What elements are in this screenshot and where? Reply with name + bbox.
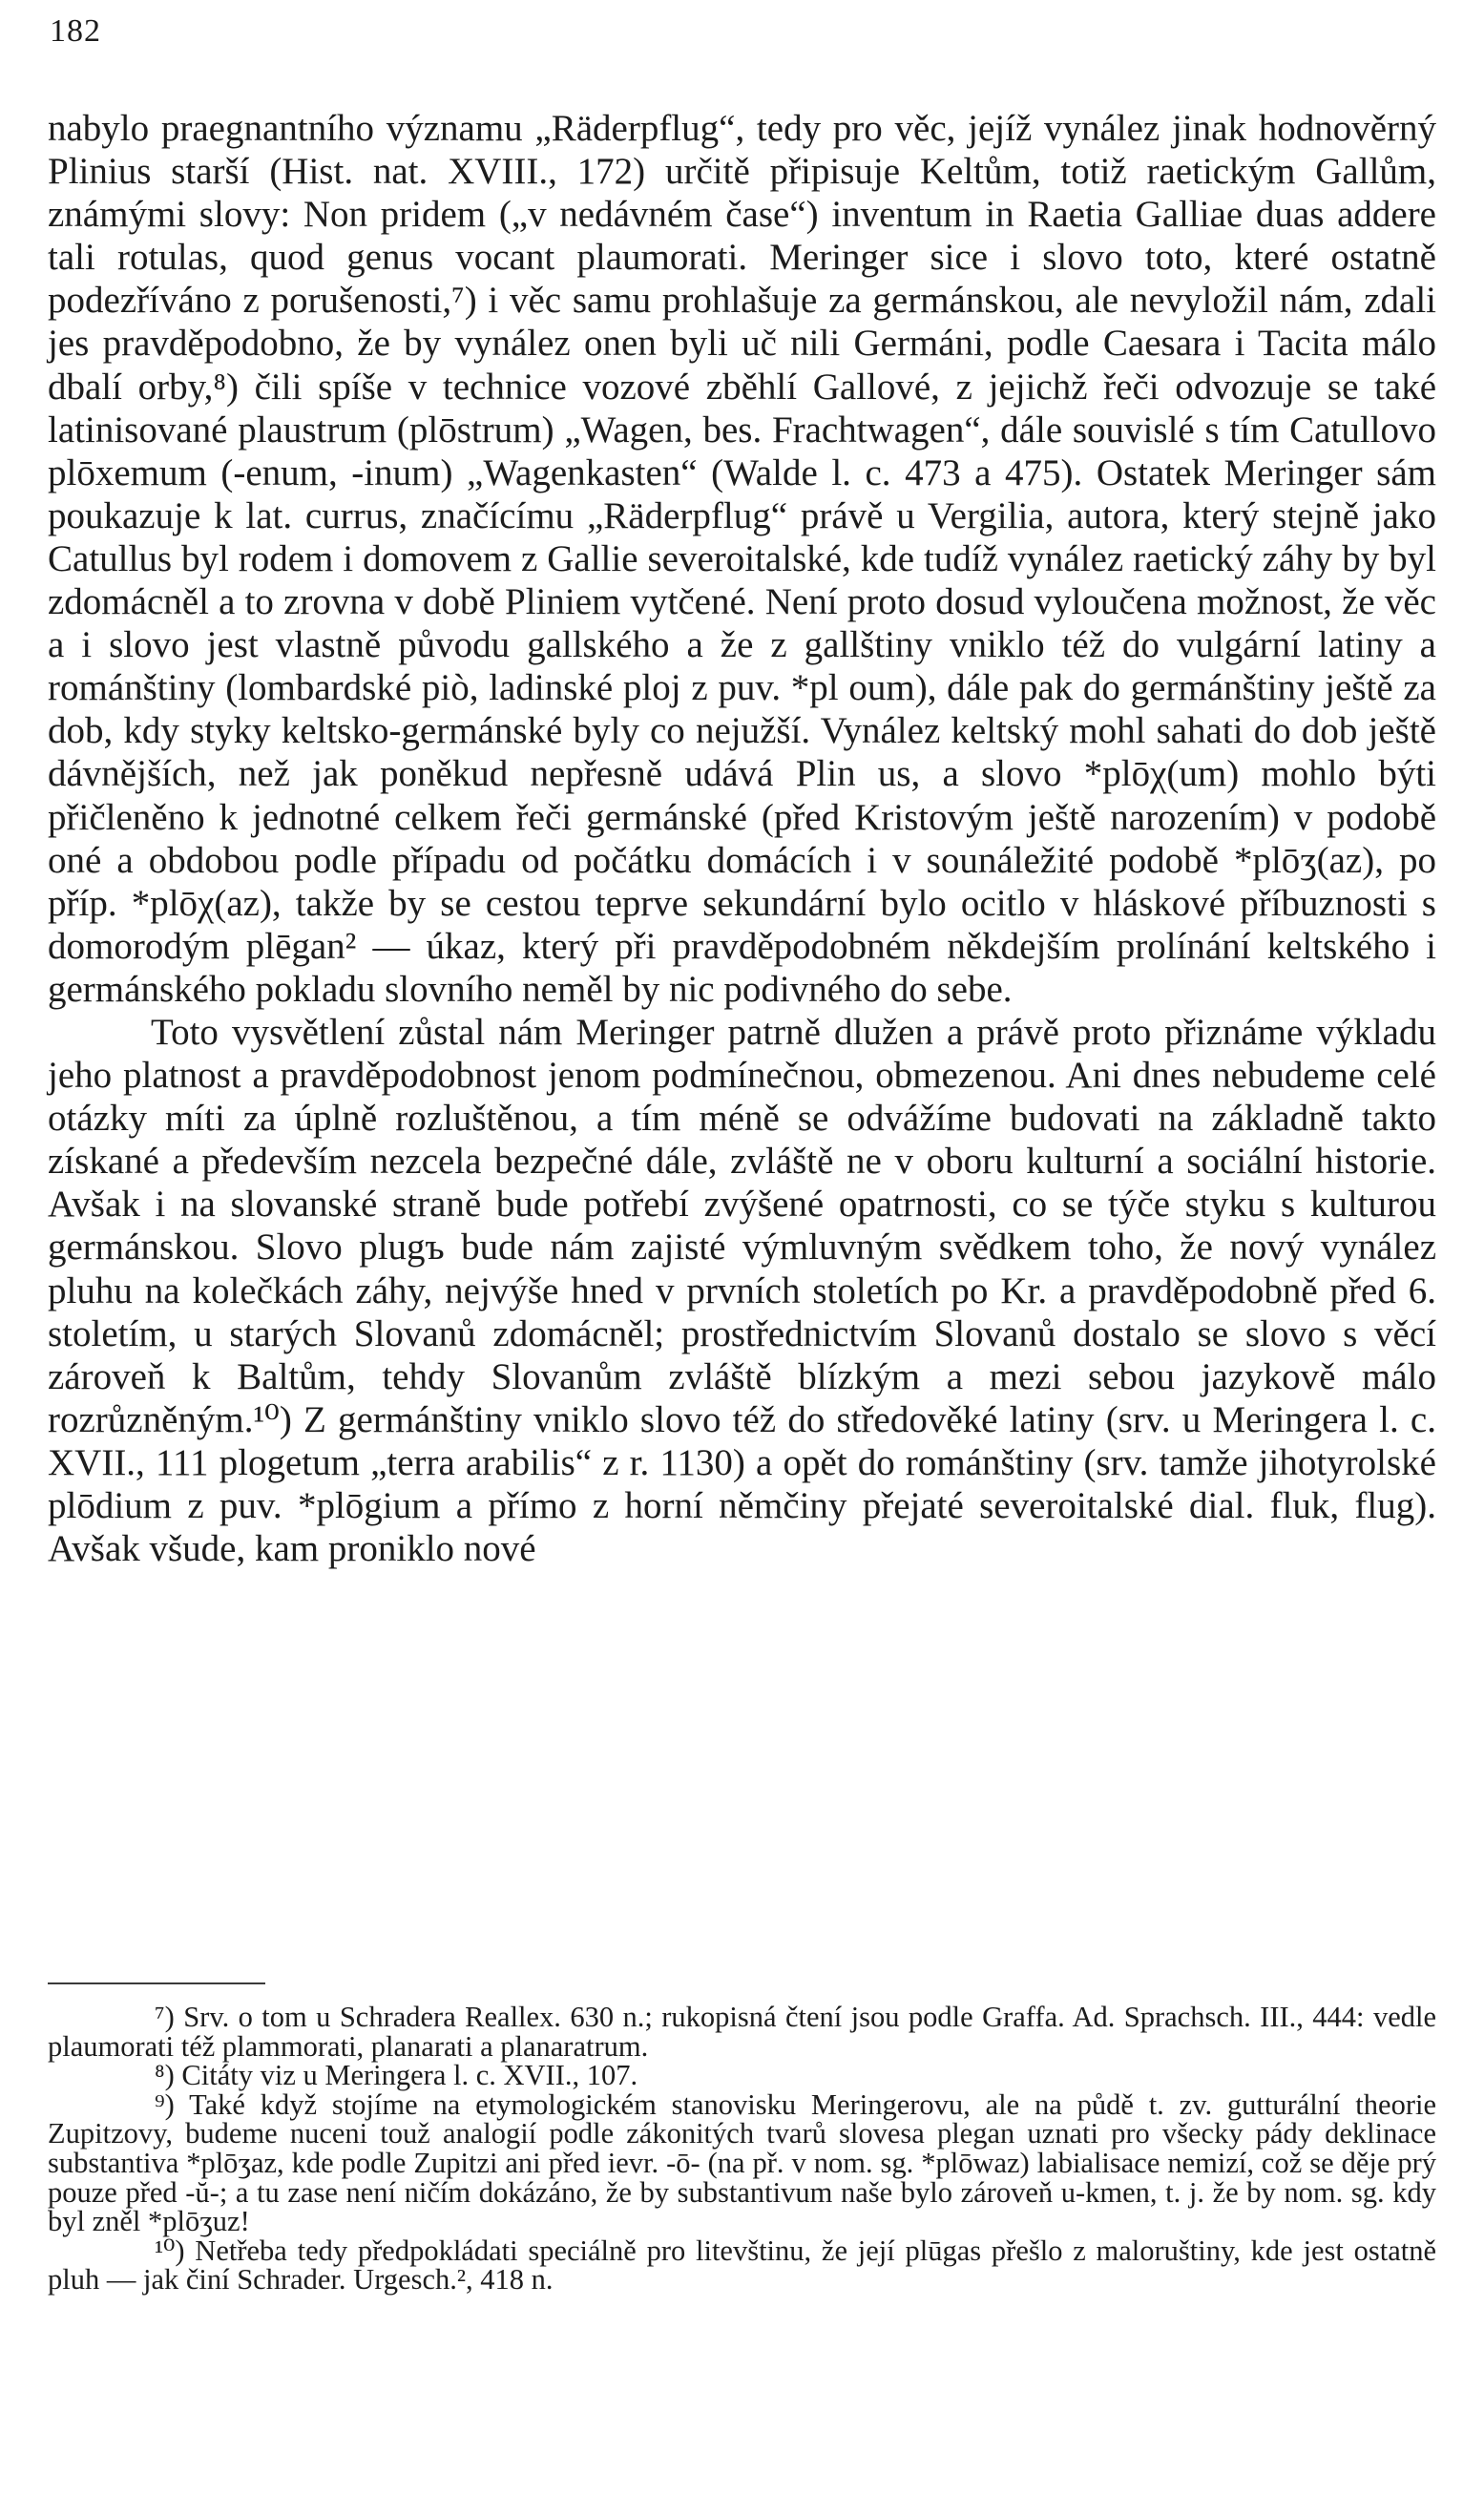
footnote-9: ⁹) Také když stojíme na etymologickém stanovisku Meringerovu, ale na půdě t. zv. gutturální theorie Zupitzovy, budeme nuceni touž analogií podle zákonitých tvarů slovesa plegan uznati pro všecky pády deklinace substantiva *plōʒaz, kde podle Zupitzi ani před ievr. -ō- (na př. v nom. sg. *plōwaz) labialisace nemizí, což se děje prý pouze před -ŭ-; a tu zase není ničím dokázáno, že by substantivum naše bylo zároveň u-kmen, t. j. že by nom. sg. kdy byl zněl *plōʒuz! <box>48 2087 1436 2238</box>
main-text <box>48 107 1436 1570</box>
paragraph: Toto vysvětlení zůstal nám Meringer patrně dlužen a právě proto přiznáme výkladu jeho platnost a pravděpodobnost jenom podmínečnou, obmezenou. Ani dnes nebudeme celé otázky míti za úplně rozluštěnou, a tím méně se odvážíme budovati na základně takto získané a především nezcela bezpečné dále, zvláště ne v oboru kulturní a sociální historie. Avšak i na slovanské straně bude potřebí zvýšené opatrnosti, co se týče styku s kulturou germánskou. Slovo plugъ bude nám zajisté výmluvným svědkem toho, že nový vynález pluhu na kolečkách záhy, nejvýše hned v prvních stoletích po Kr. a pravděpodobně před 6. stoletím, u starých Slovanů zdomácněl; prostřednictvím Slovanů dostalo se slovo s věcí zároveň k Baltům, tehdy Slovanům zvláště blízkým a mezi sebou jazykově málo rozrůzněným.¹⁰) Z germánštiny vniklo slovo též do středověké latiny (srv. u Meringera l. c. XVII., 111 plogetum „terra arabilis“ z r. 1130) a opět do románštiny (srv. tamže jihotyrolské plōdium z puv. *plōgium a přímo z horní němčiny přejaté severoitalské dial. fluk, flug). Avšak všude, kam proniklo nové <box>48 1011 1436 1570</box>
footnote-divider <box>48 1982 265 1984</box>
page-number: 182 <box>50 13 101 49</box>
footnote-7: ⁷) Srv. o tom u Schradera Reallex. 630 n.; rukopisná čtení jsou podle Graffa. Ad. Sprachsch. III., 444: vedle plaumorati též plammorati, planarati a planaratrum. <box>48 2001 1436 2063</box>
paragraph: nabylo praegnantního významu „Räderpflug“, tedy pro věc, jejíž vynález jinak hodnověrný Plinius starší (Hist. nat. XVIII., 172) určitě připisuje Keltům, totiž raetickým Gallům, známými slovy: Non pridem („v nedávném čase“) inventum in Raetia Galliae duas addere tali rotulas, quod genus vocant plaumorati. Meringer sice i slovo toto, které ostatně podezříváno z porušenosti,⁷) i věc samu prohlašuje za germánskou, ale nevyložil nám, zdali jes pravděpodobno, že by vynález onen byli uč nili Germáni, podle Caesara i Tacita málo dbalí orby,⁸) čili spíše v technice vozové zběhlí Gallové, z jejichž řeči odvozuje se také latinisované plaustrum (plōstrum) „Wagen, bes. Frachtwagen“, dále souvislé s tím Catullovo plōxemum (-enum, -inum) „Wagenkasten“ (Walde l. c. 473 a 475). Ostatek Meringer sám poukazuje k lat. currus, značícímu „Räderpflug“ právě u Vergilia, autora, který stejně jako Catullus byl rodem i domovem z Gallie severoitalské, kde tudíž vynález raetický záhy by byl zdomácněl a to zrovna v době Pliniem vytčené. Není proto dosud vyloučena možnost, že věc a i slovo jest vlastně původu gallského a že z gallštiny vniklo též do vulgární latiny a románštiny (lombardské piò, ladinské ploj z puv. *pl oum), dále pak do germánštiny ještě za dob, kdy styky keltsko-germánské byly co nejužší. Vynález keltský mohl sahati do dob ještě dávnějších, než jak poněkud nepřesně udává Plin us, a slovo *plōχ(um) mohlo býti přičleněno k jednotné celkem řeči germánské (před Kristovým ještě narozením) v podobě oné a obdobou podle případu od počátku domácích i v sounáležité podobě *plōʒ(az), po příp. *plōχ(az), takže by se cestou teprve sekundární bylo ocitlo v hláskové příbuznosti s domorodým plēgan² — úkaz, který při pravděpodobném někdejším prolínání keltského i germánského pokladu slovního neměl by nic podivného do sebe. <box>48 108 1436 1010</box>
footnotes <box>48 2003 1436 2295</box>
footnote-10: ¹⁰) Netřeba tedy předpokládati speciálně pro litevštinu, že její plūgas přešlo z maloruštiny, kde jest ostatně pluh — jak činí Schrader. Urgesch.², 418 n. <box>48 2234 1436 2297</box>
footnote-8: ⁸) Citáty viz u Meringera l. c. XVII., 107. <box>155 2059 638 2092</box>
